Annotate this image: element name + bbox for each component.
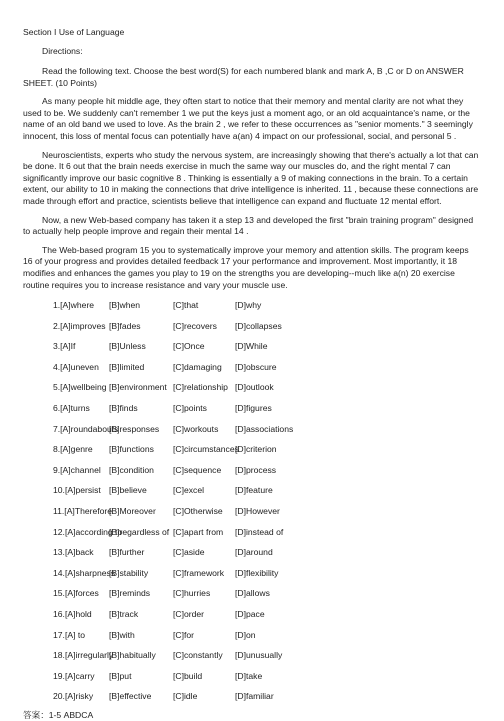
option-7-d: [D]associations	[235, 423, 294, 434]
option-row	[23, 588, 480, 609]
option-3-b: [B]Unless	[109, 341, 146, 352]
option-9-b: [B]condition	[109, 464, 154, 475]
option-14-d: [D]flexibility	[235, 567, 279, 578]
option-row	[23, 547, 480, 568]
option-10-d: [D]feature	[235, 485, 273, 496]
option-row	[23, 650, 480, 671]
option-14-a: 14.[A]sharpness	[53, 567, 116, 578]
option-9-a: 9.[A]channel	[53, 464, 101, 475]
option-row	[23, 300, 480, 321]
option-6-b: [B]finds	[109, 403, 138, 414]
option-10-b: [B]believe	[109, 485, 147, 496]
option-9-d: [D]process	[235, 464, 277, 475]
option-1-a: 1.[A]where	[53, 300, 95, 311]
option-13-a: 13.[A]back	[53, 547, 94, 558]
answer-line: 答案：1-5 ABDCA	[23, 709, 94, 720]
option-2-d: [D]collapses	[235, 320, 282, 331]
option-10-a: 10.[A]persist	[53, 485, 101, 496]
option-row	[23, 341, 480, 362]
option-20-c: [C]idle	[173, 691, 198, 702]
option-row	[23, 568, 480, 589]
option-18-d: [D]unusually	[235, 650, 283, 661]
paragraph-instructions: Read the following text. Choose the best word(S) for each numbered blank and mark A, B ,C or D on ANSWER SHEET. (10 Points)	[23, 66, 464, 88]
option-row	[23, 630, 480, 651]
option-row	[23, 444, 480, 465]
option-16-d: [D]pace	[235, 609, 265, 619]
option-3-a: 3.[A]If	[53, 341, 76, 352]
option-2-c: [C]recovers	[173, 320, 217, 331]
option-1-b: [B]when	[109, 300, 141, 311]
option-16-b: [B]track	[109, 609, 139, 619]
paragraph-1: As many people hit middle age, they often start to notice that their memory and mental clarity are not what they used to be. We suddenly can't remember 1 we put the keys just a moment ago, or an old acquaintance's name, or the name of an old band we used to love. As the brain 2 , we refer to these occurrences as "senior moments." 3 seemingly innocent, this loss of mental focus can potentially have a(an) 4 impact on our professional, social, and personal 5 .	[23, 96, 473, 141]
option-5-c: [C]relationship	[173, 382, 228, 393]
option-7-b: [B]responses	[109, 423, 160, 434]
option-10-c: [C]excel	[173, 485, 205, 496]
option-7-c: [C]workouts	[173, 423, 219, 434]
option-11-d: [D]However	[235, 506, 280, 517]
option-8-a: 8.[A]genre	[53, 444, 93, 455]
option-18-b: [B]habitually	[109, 650, 156, 661]
option-1-c: [C]that	[173, 300, 199, 311]
option-row	[23, 382, 480, 403]
option-3-c: [C]Once	[173, 341, 205, 352]
option-3-d: [D]While	[235, 341, 268, 352]
option-18-a: 18.[A]irregularly	[53, 650, 114, 661]
directions-label: Directions:	[42, 46, 83, 56]
option-16-a: 16.[A]hold	[53, 609, 92, 619]
option-11-c: [C]Otherwise	[173, 506, 223, 517]
option-row	[23, 403, 480, 424]
option-14-b: [B]stability	[109, 567, 149, 578]
option-row	[23, 671, 480, 692]
option-1-d: [D]why	[235, 300, 262, 311]
option-15-b: [B]reminds	[109, 588, 151, 599]
option-17-d: [D]on	[235, 629, 256, 640]
option-6-a: 6.[A]turns	[53, 403, 90, 414]
option-row	[23, 609, 480, 630]
option-4-b: [B]limited	[109, 361, 145, 372]
option-12-a: 12.[A]according to	[53, 526, 123, 537]
option-row	[23, 465, 480, 486]
option-2-b: [B]fades	[109, 320, 141, 331]
option-row	[23, 691, 480, 712]
option-6-d: [D]figures	[235, 403, 272, 414]
option-4-c: [C]damaging	[173, 361, 222, 372]
options-list	[23, 300, 480, 712]
option-9-c: [C]sequence	[173, 464, 222, 475]
option-19-c: [C]build	[173, 670, 203, 681]
option-15-a: 15.[A]forces	[53, 588, 99, 599]
option-6-c: [C]points	[173, 403, 207, 414]
option-8-c: [C]circumstances	[173, 444, 239, 455]
option-row	[23, 485, 480, 506]
option-17-c: [C]for	[173, 629, 195, 640]
section-title: Section I Use of Language	[23, 27, 125, 37]
option-17-b: [B]with	[109, 629, 135, 640]
option-20-d: [D]familiar	[235, 691, 274, 702]
option-row	[23, 321, 480, 342]
option-20-a: 20.[A]risky	[53, 691, 94, 702]
option-12-b: [B]regardless of	[109, 526, 170, 537]
paragraph-4: The Web-based program 15 you to systematically improve your memory and attention skills. The program keeps 16 of your progress and provides detailed feedback 17 your performance and improvement. Most importantly, it 18 modifies and enhances the games you play to 19 on the strengths you are developing--much like a(n) 20 exercise routine requires you to increase resistance and vary your muscle use.	[23, 244, 469, 290]
option-5-d: [D]outlook	[235, 382, 274, 393]
option-12-d: [D]instead of	[235, 526, 284, 537]
option-row	[23, 506, 480, 527]
option-row	[23, 527, 480, 548]
option-14-c: [C]framework	[173, 567, 225, 578]
option-17-a: 17.[A] to	[53, 629, 86, 640]
option-19-a: 19.[A]carry	[53, 670, 95, 681]
option-15-d: [D]allows	[235, 588, 270, 599]
option-row	[23, 362, 480, 383]
option-11-a: 11.[A]Therefore	[53, 506, 113, 517]
option-8-b: [B]functions	[109, 444, 154, 455]
option-15-c: [C]hurries	[173, 588, 211, 599]
option-16-c: [C]order	[173, 609, 205, 619]
paragraph-2: Neuroscientists, experts who study the nervous system, are increasingly showing that there's actually a lot that can be done. It 6 out that the brain needs exercise in much the same way our muscles do, and the right mental 7 can significantly improve our basic cognitive 8 . Thinking is essentially a 9 of making connections in the brain. To a certain extent, our ability to 10 in making the connections that drive intelligence is inherited. 11 , because these connections are made through effort and practice, scientists believe that intelligence can expand and fluctuate 12 mental effort.	[23, 149, 479, 206]
option-19-d: [D]take	[235, 670, 263, 681]
option-11-b: [B]Moreover	[109, 506, 156, 517]
option-7-a: 7.[A]roundabouts	[53, 423, 119, 434]
option-8-d: [D]criterion	[235, 444, 277, 455]
option-4-d: [D]obscure	[235, 361, 277, 372]
option-13-d: [D]around	[235, 547, 273, 558]
option-5-a: 5.[A]wellbeing	[53, 382, 107, 393]
option-13-c: [C]aside	[173, 547, 205, 558]
option-2-a: 2.[A]improves	[53, 320, 106, 331]
option-18-c: [C]constantly	[173, 650, 223, 661]
option-5-b: [B]environment	[109, 382, 167, 393]
option-13-b: [B]further	[109, 547, 145, 558]
paragraph-3: Now, a new Web-based company has taken it a step 13 and developed the first "brain training program" designed to actually help people improve and regain their mental 14 .	[23, 214, 474, 237]
option-row	[23, 424, 480, 445]
option-4-a: 4.[A]uneven	[53, 361, 99, 372]
option-19-b: [B]put	[109, 670, 132, 681]
option-12-c: [C]apart from	[173, 526, 224, 537]
option-20-b: [B]effective	[109, 691, 152, 702]
